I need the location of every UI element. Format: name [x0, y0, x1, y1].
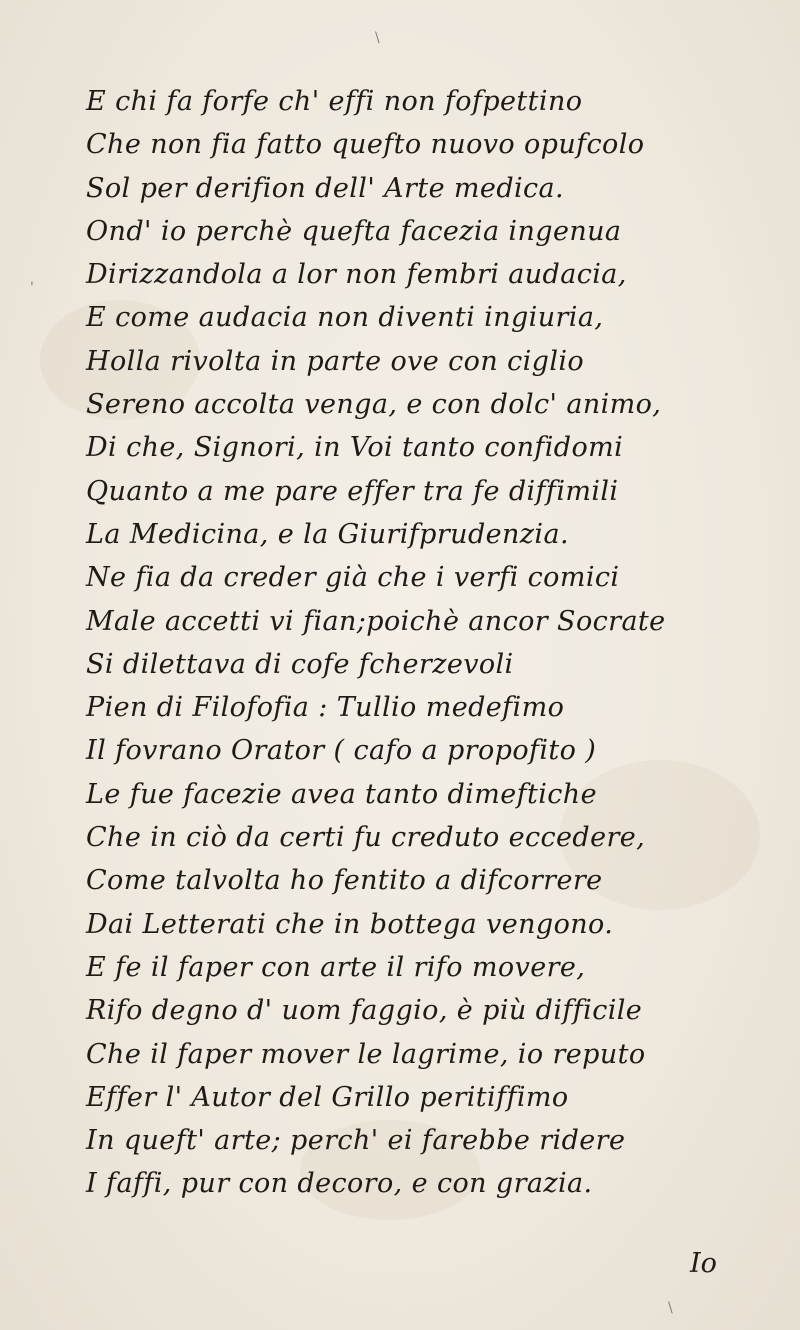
catchword: Io — [690, 1248, 717, 1279]
verse-line: Come talvolta ho fentito a difcorrere — [86, 865, 603, 897]
verse-line: Si dilettava di cofe fcherzevoli — [86, 648, 514, 680]
verse-line: La Medicina, e la Giurifprudenzia. — [86, 518, 569, 550]
verse-line: Dirizzandola a lor non fembri audacia, — [86, 259, 627, 291]
verse-line: E come audacia non diventi ingiuria, — [86, 302, 604, 334]
verse-line: Effer l' Autor del Grillo peritiffimo — [86, 1081, 569, 1113]
verse-line: Che non fia fatto quefto nuovo opufcolo — [86, 129, 645, 161]
verse-line: Male accetti vi fian;poichè ancor Socrate — [86, 605, 666, 637]
verse-line: E fe il faper con arte il rifo movere, — [86, 951, 586, 983]
verse-line: Sereno accolta venga, e con dolc' animo, — [86, 389, 662, 421]
margin-mark: \ — [375, 30, 380, 46]
verse-line: Dai Letterati che in bottega vengono. — [86, 908, 614, 940]
margin-mark: ' — [30, 280, 34, 296]
verse-line: Le fue facezie avea tanto dimeftiche — [86, 778, 597, 810]
verse-line: I faffi, pur con decoro, e con grazia. — [86, 1168, 593, 1200]
verse-line: Holla rivolta in parte ove con ciglio — [86, 345, 585, 377]
verse-line: In queft' arte; perch' ei farebbe ridere — [86, 1125, 626, 1157]
verse-line: Il fovrano Orator ( cafo a propofito ) — [86, 735, 597, 767]
verse-line: Sol per derifion dell' Arte medica. — [86, 172, 565, 204]
verse-line: Rifo degno d' uom faggio, è più difficile — [86, 995, 643, 1027]
verse-line: Pien di Filofofia : Tullio medefimo — [86, 692, 565, 724]
verse-line: Che in ciò da certi fu creduto eccedere, — [86, 822, 646, 854]
verse-line: Ond' io perchè quefta facezia ingenua — [86, 215, 622, 247]
verse-line: Quanto a me pare effer tra fe diffimili — [86, 475, 619, 507]
margin-mark: \ — [668, 1300, 673, 1316]
verse-line: Di che, Signori, in Voi tanto confidomi — [86, 432, 624, 464]
verse-line: E chi fa forfe ch' effi non fofpettino — [86, 86, 583, 117]
verse-line: Ne fia da creder già che i verfi comici — [86, 562, 620, 594]
verse-line: Che il faper mover le lagrime, io reputo — [86, 1038, 646, 1070]
poem-text — [86, 80, 786, 1206]
